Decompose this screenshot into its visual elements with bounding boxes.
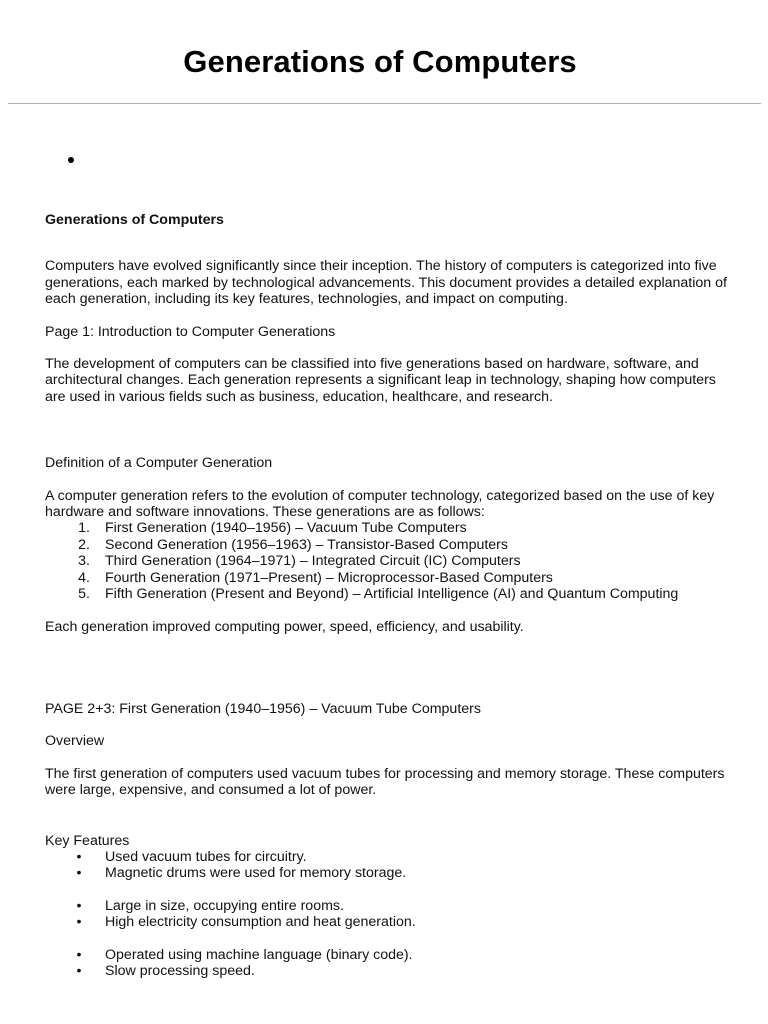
list-item-text: Fourth Generation (1971–Present) – Microprocessor-Based Computers — [105, 569, 553, 586]
list-number: 4. — [78, 569, 90, 586]
bullet-marker: • — [76, 897, 82, 914]
list-item-text: Operated using machine language (binary code). — [105, 946, 413, 963]
key-features-list — [45, 849, 735, 979]
list-item — [45, 947, 735, 963]
overview-heading: Overview — [45, 733, 105, 750]
generations-summary: Each generation improved computing power, speed, efficiency, and usability. — [45, 618, 524, 635]
intro-paragraph: Computers have evolved significantly since their inception. The history of computers is categorized into five generations, each marked by technological advancements. This document provides a detailed explanation of each generation, including its key features, technologies, and impact on computing. — [45, 258, 727, 308]
bullet-marker: • — [76, 962, 82, 979]
list-item-text: Fifth Generation (Present and Beyond) – Artificial Intelligence (AI) and Quantum Computing — [105, 586, 679, 603]
document-heading: Generations of Computers — [45, 212, 224, 228]
list-item-text: Third Generation (1964–1971) – Integrated Circuit (IC) Computers — [105, 553, 521, 570]
list-item — [45, 553, 735, 569]
list-item — [45, 849, 735, 865]
list-item — [45, 520, 735, 536]
list-item-text: Used vacuum tubes for circuitry. — [105, 848, 307, 865]
list-item-text: Second Generation (1956–1963) – Transistor-Based Computers — [105, 536, 508, 553]
list-item — [45, 914, 735, 930]
definition-heading: Definition of a Computer Generation — [45, 455, 273, 472]
generations-list — [45, 520, 735, 602]
list-item — [45, 963, 735, 979]
list-number: 2. — [78, 536, 90, 553]
definition-paragraph: A computer generation refers to the evolution of computer technology, categorized based on the use of key hardware and software innovations. These generations are as follows: — [45, 487, 715, 521]
overview-paragraph: The first generation of computers used vacuum tubes for processing and memory storage. These computers were large, expensive, and consumed a lot of power. — [45, 765, 725, 799]
list-number: 3. — [78, 553, 90, 570]
bullet-marker: • — [76, 865, 82, 882]
list-item — [45, 865, 735, 881]
list-item — [45, 570, 735, 586]
list-item-text: First Generation (1940–1956) – Vacuum Tube Computers — [105, 520, 467, 537]
list-number: 5. — [78, 586, 90, 603]
title-divider — [8, 103, 761, 104]
bullet-marker: • — [76, 914, 82, 931]
list-item — [45, 586, 735, 602]
page1-heading: Page 1: Introduction to Computer Generations — [45, 323, 336, 340]
document-body — [45, 212, 735, 979]
list-number: 1. — [78, 520, 90, 537]
list-item-text: Slow processing speed. — [105, 962, 255, 979]
key-features-heading: Key Features — [45, 832, 130, 849]
bullet-marker: • — [76, 946, 82, 963]
list-item-text: Magnetic drums were used for memory storage. — [105, 865, 407, 882]
list-item-text: High electricity consumption and heat generation. — [105, 914, 416, 931]
bullet-marker: • — [76, 848, 82, 865]
list-item-text: Large in size, occupying entire rooms. — [105, 897, 344, 914]
page-title: Generations of Computers — [183, 44, 577, 79]
page23-heading: PAGE 2+3: First Generation (1940–1956) – Vacuum Tube Computers — [45, 700, 481, 717]
list-item — [45, 537, 735, 553]
page1-paragraph: The development of computers can be classified into five generations based on hardware, software, and architectural changes. Each generation represents a significant leap in technology, shaping how computers are used in various fields such as business, education, healthcare, and research. — [45, 356, 716, 405]
list-item — [45, 898, 735, 914]
empty-bullet-point — [68, 157, 74, 163]
